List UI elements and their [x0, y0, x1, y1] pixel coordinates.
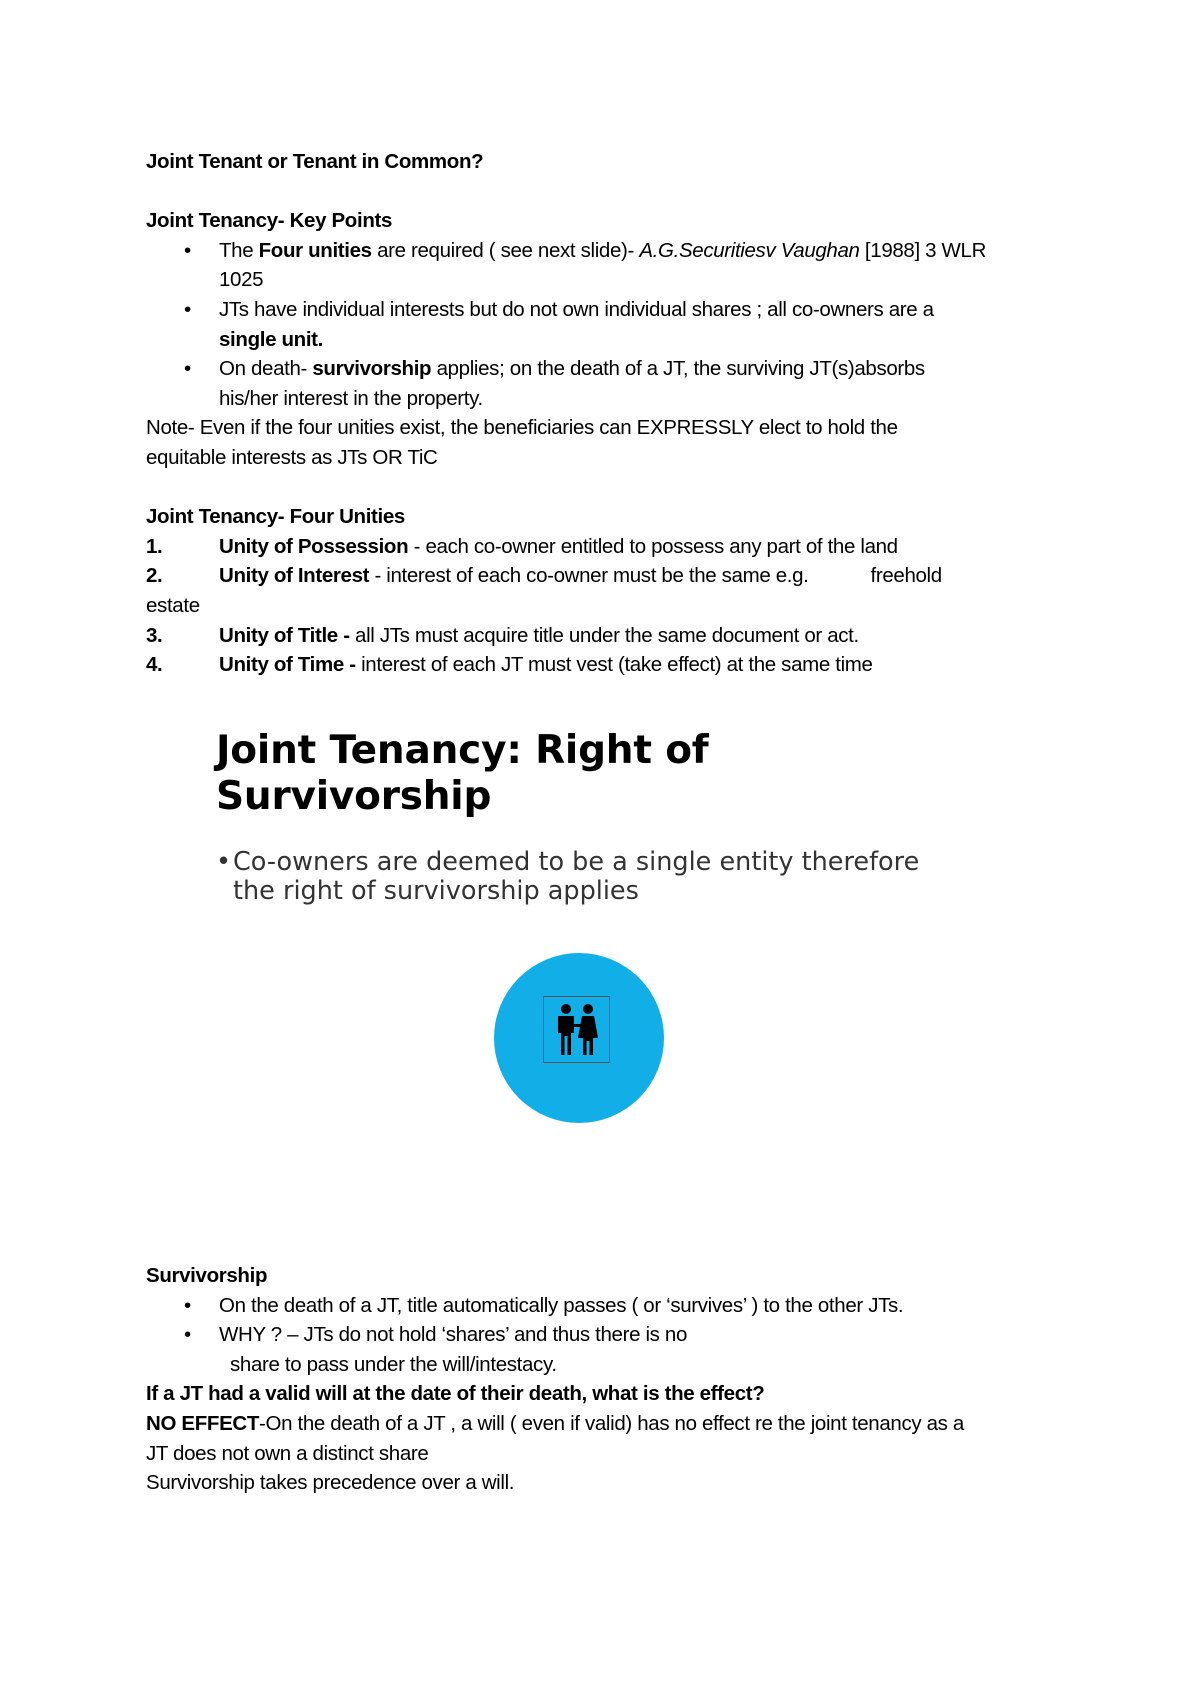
survivorship-answer: NO EFFECT-On the death of a JT , a will ( even if valid) has no effect re the joint tenancy as a: [146, 1411, 964, 1435]
case-citation: A.G.Securitiesv Vaughan: [639, 238, 860, 262]
unity-2-cont: estate: [146, 593, 200, 617]
unity-3: 3. Unity of Title - all JTs must acquire title under the same document or act.: [146, 623, 859, 647]
bullet-icon: •: [184, 1293, 191, 1317]
key-point-1-cont: 1025: [219, 268, 264, 292]
survivorship-point-1: • On the death of a JT, title automatically passes ( or ‘survives’ ) to the other JTs.: [146, 1291, 1066, 1321]
unities-heading: Joint Tenancy- Four Unities: [146, 505, 405, 529]
bullet-icon: •: [184, 297, 191, 321]
document-title: Joint Tenant or Tenant in Common?: [146, 150, 484, 173]
unity-4: 4. Unity of Time - interest of each JT must vest (take effect) at the same time: [146, 653, 873, 677]
survivorship-conclusion: Survivorship takes precedence over a will.: [146, 1471, 515, 1495]
bullet-icon: •: [184, 357, 191, 381]
key-point-1: • The Four unities are required ( see next slide)- A.G.Securitiesv Vaughan [1988] 3 WLR: [146, 236, 1066, 266]
key-points-heading: Joint Tenancy- Key Points: [146, 209, 393, 233]
key-point-3-cont: his/her interest in the property.: [219, 386, 483, 410]
bullet-icon: •: [184, 238, 191, 262]
slide-title: Joint Tenancy: Right of Survivorship: [216, 728, 709, 819]
couple-icon: [543, 996, 610, 1063]
top-text-block: [146, 147, 1066, 680]
unity-2: 2. Unity of Interest - interest of each co-owner must be the same e.g. freehold: [146, 564, 942, 588]
slide-bullet: •Co-owners are deemed to be a single entity therefore the right of survivorship applies: [216, 847, 920, 906]
bullet-icon: •: [184, 1323, 191, 1347]
embedded-slide: [196, 728, 996, 1128]
survivorship-heading: Survivorship: [146, 1264, 268, 1287]
bottom-text-block: [146, 1261, 1066, 1498]
survivorship-question: If a JT had a valid will at the date of their death, what is the effect?: [146, 1382, 765, 1406]
note-line-1: Note- Even if the four unities exist, the beneficiaries can EXPRESSLY elect to hold the: [146, 416, 898, 440]
bullet-icon: •: [216, 847, 232, 877]
survivorship-point-2-cont: share to pass under the will/intestacy.: [230, 1352, 557, 1376]
note-line-2: equitable interests as JTs OR TiC: [146, 445, 438, 469]
survivorship-point-2: • WHY ? – JTs do not hold ‘shares’ and thus there is no: [146, 1320, 1066, 1350]
unity-1: 1. Unity of Possession - each co-owner entitled to possess any part of the land: [146, 534, 898, 558]
survivorship-answer-cont: JT does not own a distinct share: [146, 1441, 429, 1465]
key-point-3: • On death- survivorship applies; on the death of a JT, the surviving JT(s)absorbs: [146, 354, 1066, 384]
key-point-2: • JTs have individual interests but do not own individual shares ; all co-owners are a: [146, 295, 1066, 325]
key-point-2-cont: single unit.: [219, 327, 323, 351]
